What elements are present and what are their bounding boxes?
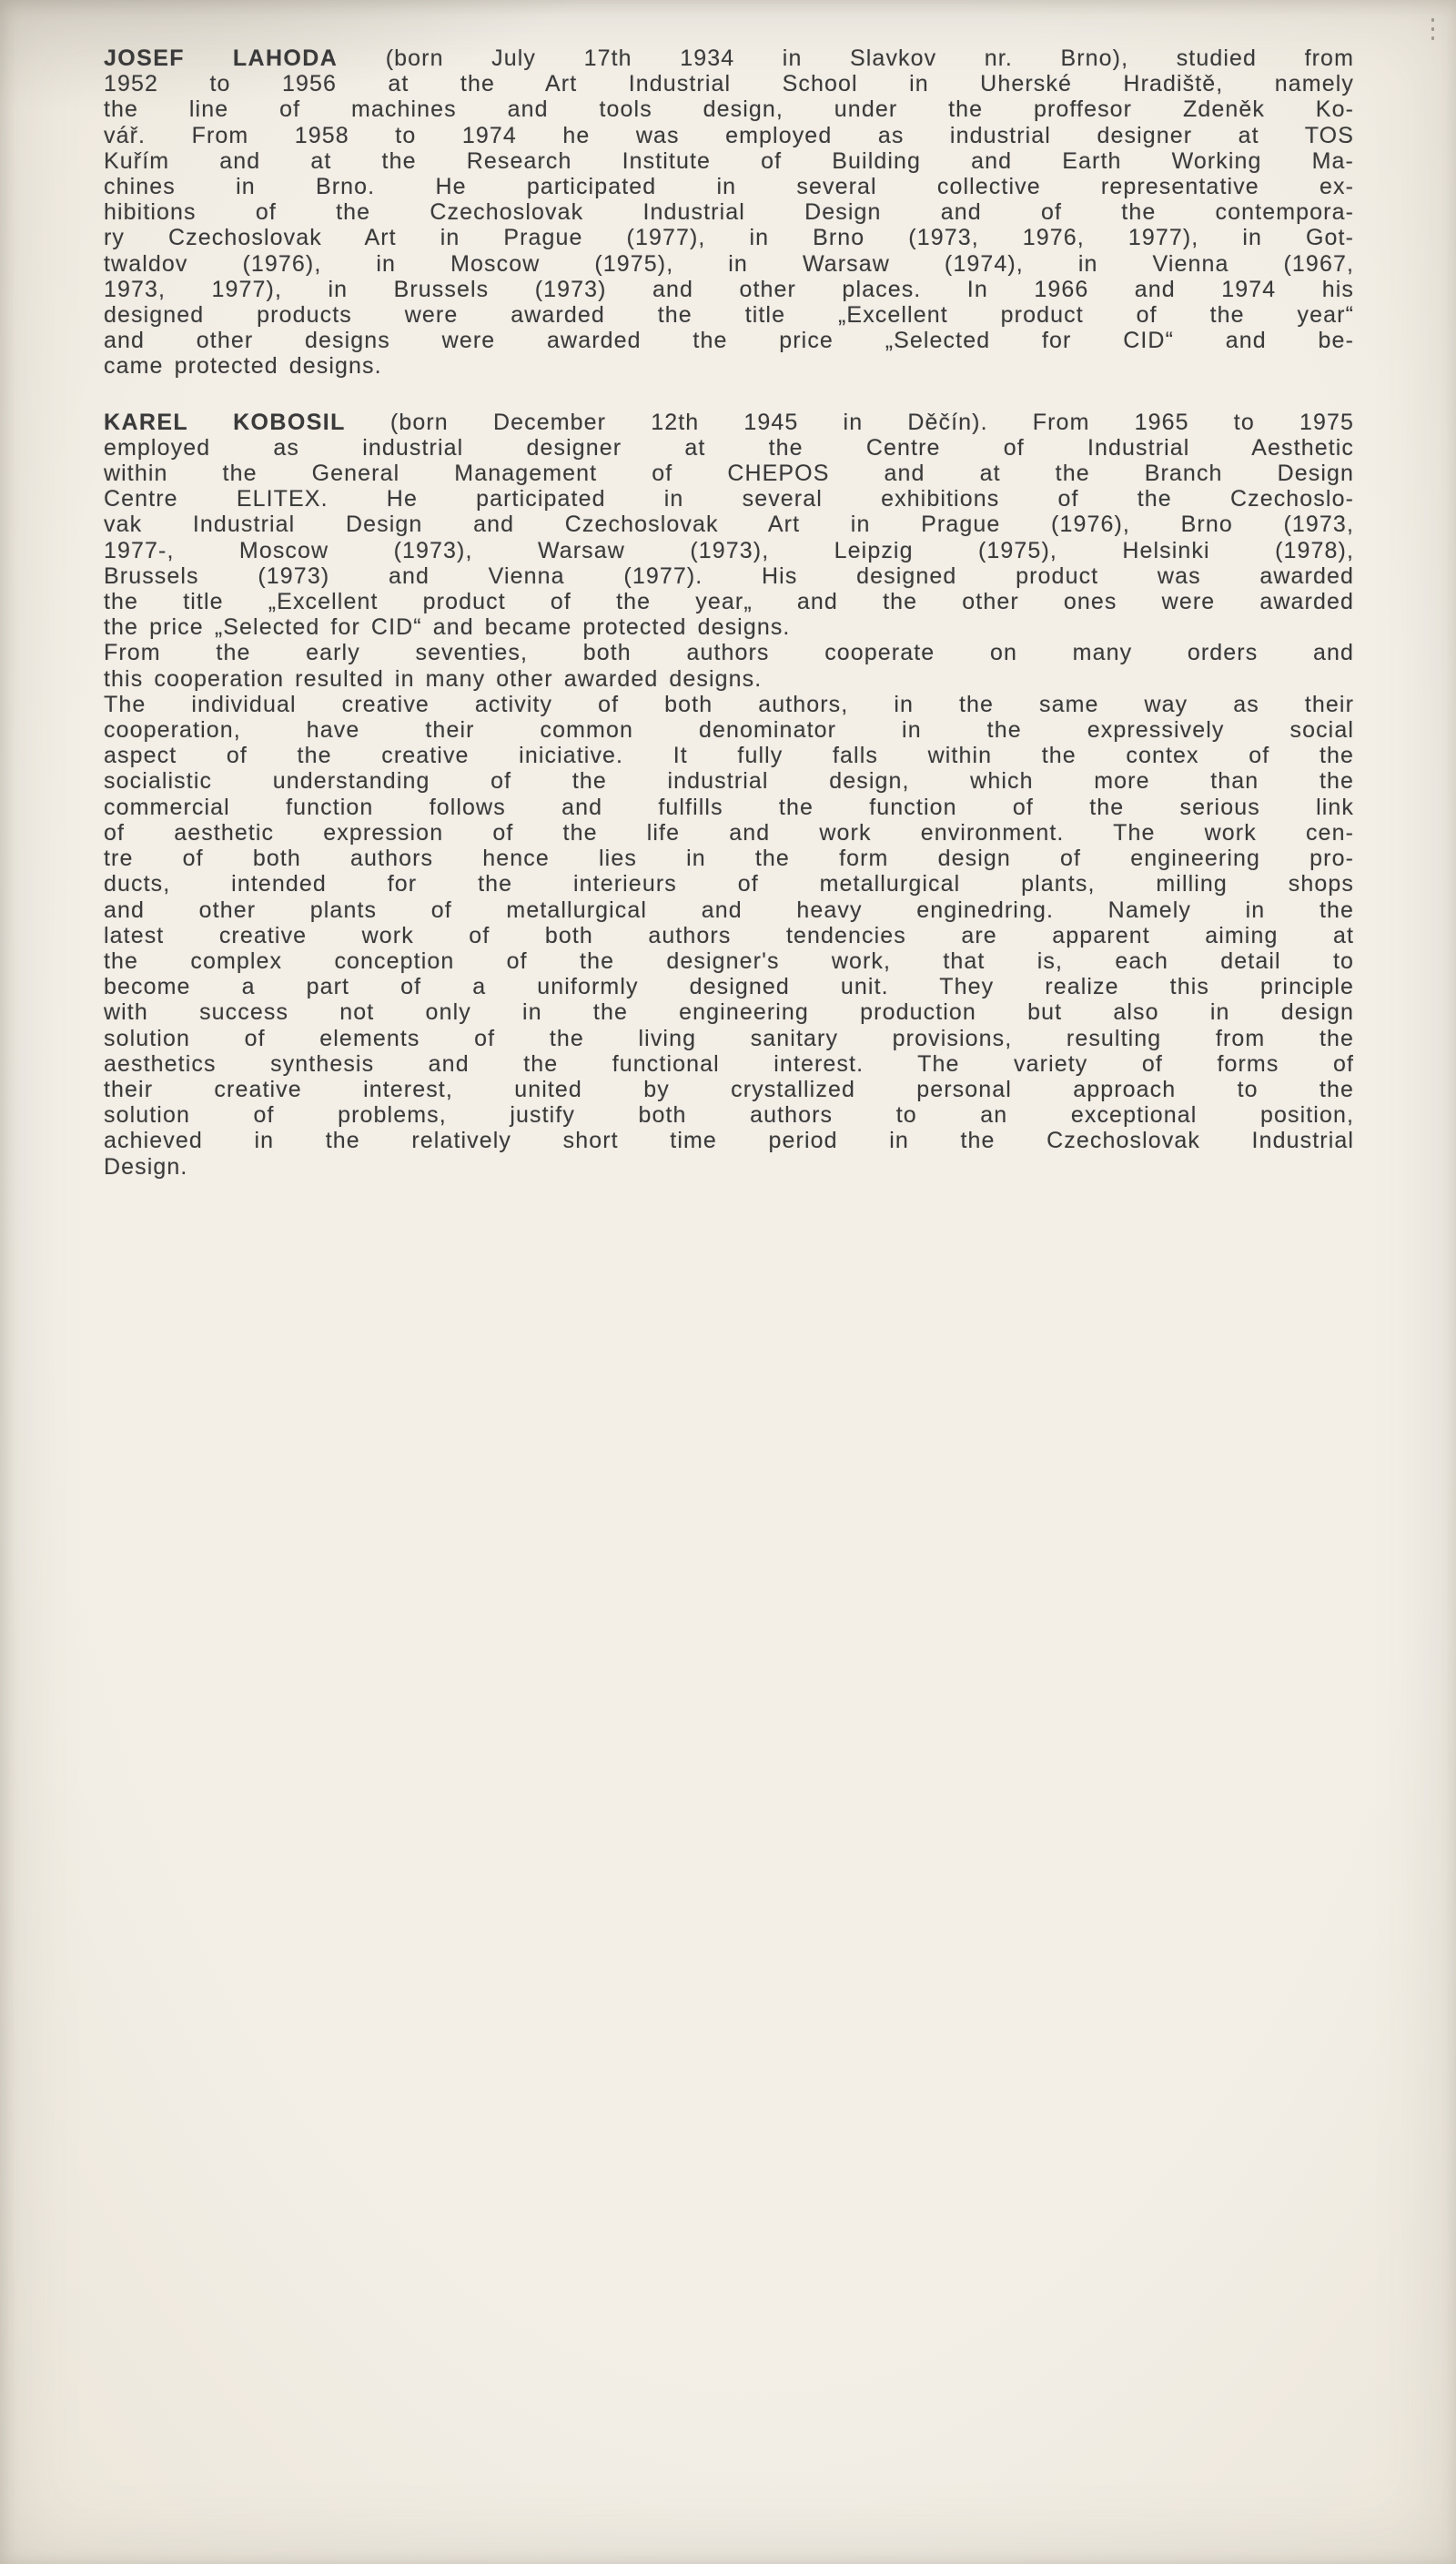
text-line: solution of elements of the living sanitary provisions, resulting from the: [104, 1025, 1354, 1051]
text-line: 1977-, Moscow (1973), Warsaw (1973), Leipzig (1975), Helsinki (1978),: [104, 537, 1354, 563]
text-line: with success not only in the engineering production but also in design: [104, 999, 1354, 1026]
text-line: twaldov (1976), in Moscow (1975), in Warsaw (1974), in Vienna (1967,: [104, 250, 1354, 277]
text-line: came protected designs.: [104, 353, 382, 380]
text-line: tre of both authors hence lies in the form design of engineering pro-: [104, 846, 1354, 872]
text-line: become a part of a uniformly designed unit. They realize this principle: [104, 974, 1354, 1000]
text-line: Brussels (1973) and Vienna (1977). His designed product was awarded: [104, 562, 1354, 589]
text-line: ry Czechoslovak Art in Prague (1977), in Brno (1973, 1976, 1977), in Got-: [104, 225, 1354, 251]
text-line: Kuřím and at the Research Institute of Building and Earth Working Ma-: [104, 147, 1354, 174]
text-line: of aesthetic expression of the life and work environment. The work cen-: [104, 819, 1354, 846]
text-line: vář. From 1958 to 1974 he was employed as industrial designer at TOS: [104, 122, 1354, 148]
text-line: KAREL KOBOSIL (born December 12th 1945 in Děčín). From 1965 to 1975: [104, 409, 1354, 435]
scan-artifact-mark: [1431, 18, 1434, 40]
text-line: the title „Excellent product of the year„ and the other ones were awarded: [104, 589, 1354, 615]
text-line: cooperation, have their common denominator in the expressively social: [104, 717, 1354, 744]
text-line: their creative interest, united by crystallized personal approach to the: [104, 1076, 1354, 1102]
text-line: Design.: [104, 1153, 188, 1180]
text-line: chines in Brno. He participated in several collective representative ex-: [104, 174, 1354, 200]
josef-lahoda-bio: [104, 46, 1354, 380]
text-line: From the early seventies, both authors cooperate on many orders and: [104, 640, 1354, 666]
text-line: this cooperation resulted in many other awarded designs.: [104, 665, 763, 692]
text-line: hibitions of the Czechoslovak Industrial Design and of the contempora-: [104, 199, 1354, 226]
joint-work-essay: [104, 692, 1354, 1180]
text-line: latest creative work of both authors tendencies are apparent aiming at: [104, 922, 1354, 948]
text-line: aesthetics synthesis and the functional interest. The variety of forms of: [104, 1050, 1354, 1077]
text-line: The individual creative activity of both authors, in the same way as their: [104, 691, 1354, 717]
text-line: commercial function follows and fulfills the function of the serious link: [104, 794, 1354, 820]
text-line: vak Industrial Design and Czechoslovak Art in Prague (1976), Brno (1973,: [104, 512, 1354, 538]
text-line: employed as industrial designer at the Centre of Industrial Aesthetic: [104, 434, 1354, 461]
text-line: within the General Management of CHEPOS and at the Branch Design: [104, 461, 1354, 487]
text-line: socialistic understanding of the industrial design, which more than the: [104, 768, 1354, 795]
text-line: the complex conception of the designer's work, that is, each detail to: [104, 948, 1354, 974]
text-line: the line of machines and tools design, under the proffesor Zdeněk Ko-: [104, 96, 1354, 123]
text-line: Centre ELITEX. He participated in several exhibitions of the Czechoslo-: [104, 486, 1354, 512]
text-line: ducts, intended for the interieurs of metallurgical plants, milling shops: [104, 871, 1354, 897]
text-line: the price „Selected for CID“ and became protected designs.: [104, 614, 791, 641]
text-line: 1952 to 1956 at the Art Industrial School in Uherské Hradiště, namely: [104, 71, 1354, 97]
text-line: solution of problems, justify both authors to an exceptional position,: [104, 1102, 1354, 1129]
text-line: aspect of the creative iniciative. It fully falls within the contex of the: [104, 743, 1354, 769]
text-line: and other designs were awarded the price „Selected for CID“ and be-: [104, 328, 1354, 354]
text-line: JOSEF LAHODA (born July 17th 1934 in Slavkov nr. Brno), studied from: [104, 46, 1354, 71]
text-line: 1973, 1977), in Brussels (1973) and other places. In 1966 and 1974 his: [104, 276, 1354, 302]
text-block: [104, 46, 1354, 1180]
text-line: and other plants of metallurgical and heavy enginedring. Namely in the: [104, 897, 1354, 923]
person-name: KAREL KOBOSIL: [104, 409, 346, 435]
text-line: achieved in the relatively short time period in the Czechoslovak Industrial: [104, 1128, 1354, 1154]
person-name: JOSEF LAHODA: [104, 46, 339, 71]
cooperation-note: [104, 640, 1354, 691]
karel-kobosil-bio: [104, 410, 1354, 641]
text-line: designed products were awarded the title „Excellent product of the year“: [104, 302, 1354, 329]
